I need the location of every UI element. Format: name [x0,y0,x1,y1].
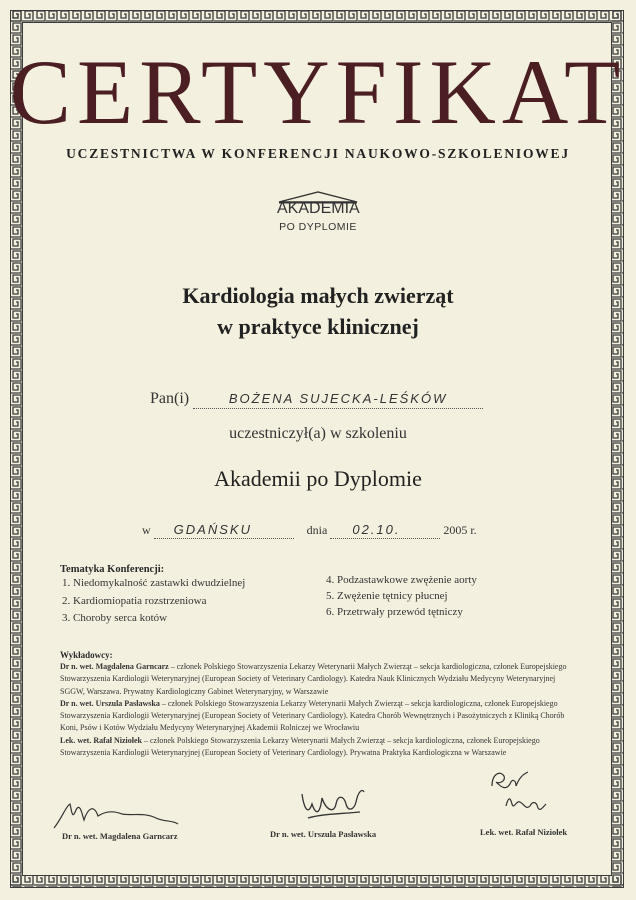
topic-item: 2. Kardiomiopatia rozstrzeniowa [62,595,207,607]
lecturer-desc: – członek Polskiego Stowarzyszenia Lekarzy Weterynarii Małych Zwierząt – sekcja kardiologiczna, członek Europejskiego Stowarzyszenia Kardiologii Weterynaryjnej (European Society of Veterinary Cardiology). Katedra Chorób Wewnętrznych i Pasożytniczych z Kliniką Chorób Koni, Psów i Kotów Wydziału Medycyny Weterynaryjnej Akademii Rolniczej we Wrocławiu [60,698,565,733]
lecturer-desc: – członek Polskiego Stowarzyszenia Lekarzy Weterynarii Małych Zwierząt – sekcja kardiologiczna, członek Europejskiego Stowarzyszenia Kardiologii Weterynaryjnej (European Society of Veterinary Cardiology). Katedra Nauk Klinicznych Wydziału Medycyny Weterynaryjnej SGGW, Warszawa. Prywatny Kardiologiczny Gabinet Weterynaryjny, w Warszawie [60,662,567,696]
lecturer-name: Lek. wet. Rafał Niziołek [60,735,142,745]
topic-item: 3. Choroby serca kotów [62,612,168,624]
place-date-line [142,522,477,539]
course-title-line2: w praktyce klinicznej [217,314,419,339]
course-title [0,280,636,342]
year-suffix: 2005 r. [443,523,477,537]
logo-text-bottom: PO DYPLOMIE [279,221,357,233]
topic-item: 5. Zwężenie tętnicy płucnej [326,590,448,602]
topic-item: 4. Podzastawkowe zwężenie aorty [326,574,477,586]
signature-niziolek [486,766,550,822]
participant-line [150,390,483,409]
topic-item: 1. Niedomykalność zastawki dwudzielnej [62,577,246,589]
participant-name-field [193,390,483,409]
akademia-logo [277,190,359,252]
pan-label: Pan(i) [150,390,190,407]
lecturer-entry [60,735,580,760]
lecturer-entry [60,698,580,735]
topics-title: Tematyka Konferencji: [60,564,165,575]
lecturer-entry [60,661,580,698]
certificate-subtitle: UCZESTNICTWA W KONFERENCJI NAUKOWO-SZKOLENIOWEJ [66,146,570,161]
certificate-title: CERTYFIKAT [9,41,627,143]
signature-name: Dr n. wet. Urszula Pasławska [270,829,377,839]
topic-item: 6. Przetrwały przewód tętniczy [326,606,463,618]
place-value: GDAŃSKU [173,522,252,537]
course-title-line1: Kardiologia małych zwierząt [182,283,454,308]
lecturer-desc: – członek Polskiego Stowarzyszenia Lekarzy Weterynarii Małych Zwierząt – sekcja kardiologiczna, członek Europejskiego Stowarzyszenia Kardiologii Weterynaryjnej (European Society of Veterinary Cardiology). Prywatna Praktyka Kardiologiczna w Warszawie [60,735,540,758]
lecturers-list [60,661,580,759]
date-field [330,522,440,539]
lecturer-name: Dr n. wet. Magdalena Garncarz [60,662,169,671]
signature-name: Dr n. wet. Magdalena Garncarz [62,831,178,841]
participant-name: BOŻENA SUJECKA-LEŚKÓW [228,391,448,406]
participated-text: uczestniczył(a) w szkoleniu [229,425,407,442]
lecturer-name: Dr n. wet. Urszula Pasławska [60,698,160,708]
signature-name: Lek. wet. Rafał Niziołek [480,827,568,837]
organizer-name: Akademii po Dyplomie [214,466,422,491]
place-field [154,522,294,539]
lecturers-title: Wykładowcy: [60,650,113,660]
place-prefix: w [142,523,151,537]
signature-garncarz [52,798,182,834]
logo-text-top: AKADEMIA [277,200,360,217]
date-prefix: dnia [306,523,328,537]
date-value: 02.10. [352,522,401,537]
signature-paslawska [298,784,370,824]
